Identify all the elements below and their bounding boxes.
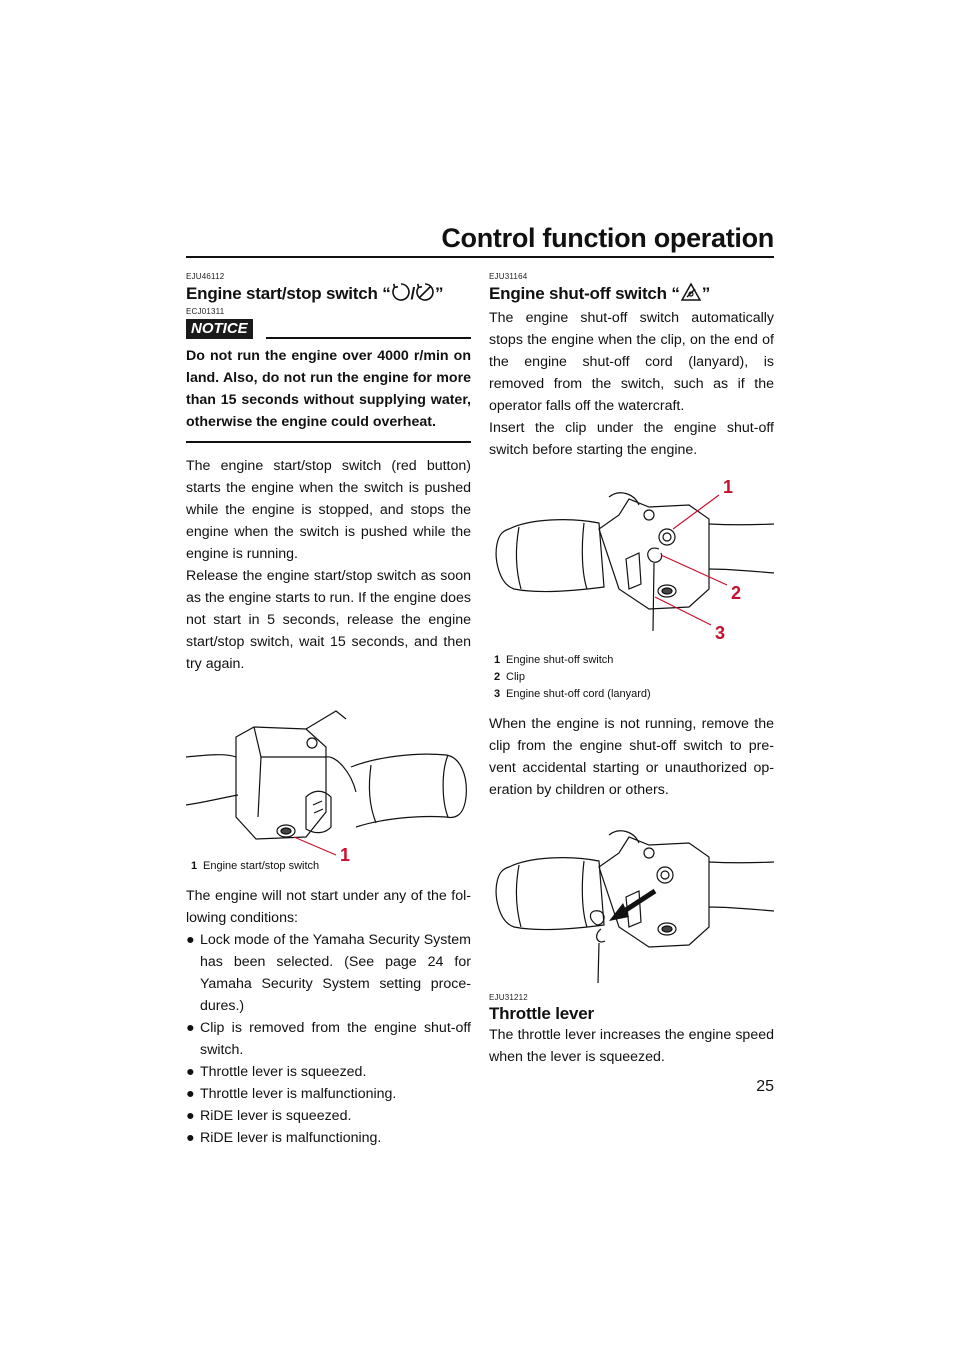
figure1-caption: 1 Engine start/stop switch xyxy=(191,860,320,872)
section-code: EJU31212 xyxy=(489,993,528,1002)
list-item: ● RiDE lever is malfunctioning. xyxy=(186,1130,382,1146)
figure1-callout-1: 1 xyxy=(340,845,351,861)
notice-text: Do not run the engine over 4000 r/min on land. Also, do not run the engine for more than 15 seconds without supplying water, otherwise the engine could overheat. xyxy=(186,345,471,443)
page-header xyxy=(186,222,774,258)
throttle-paragraph: The throttle lever increases the engine speed when the lever is squeezed. xyxy=(489,1027,774,1065)
figure-shut-off-switch xyxy=(489,479,774,653)
engine-start-icon xyxy=(391,282,411,307)
handlebar-clip-removal-illustration xyxy=(489,817,774,987)
start-stop-paragraph-1: The engine start/stop switch (red button) starts the engine when the switch is pushed while the engine is stopped, and stops the engine when the switch is pushed while the engine is running. xyxy=(186,458,471,562)
engine-stop-icon xyxy=(415,282,435,307)
conditions-list xyxy=(186,929,471,1149)
section-heading-shut-off xyxy=(489,282,774,307)
list-item: ● Throttle lever is squeezed. xyxy=(186,1064,367,1080)
section-code: EJU31164 xyxy=(489,272,528,281)
section-title-separator: / xyxy=(410,284,416,303)
section-title-prefix: Engine start/stop switch “ xyxy=(186,284,391,303)
shut-off-warning-icon xyxy=(680,282,702,307)
figure2-callout-1: 1 xyxy=(723,479,734,497)
shut-off-paragraph-3: When the engine is not running, remove the clip from the engine shut-off switch to pre-vent accidental starting or unauthorized op-eration by children or others. xyxy=(489,716,774,798)
list-item: ● Clip is removed from the engine shut-off switch. xyxy=(186,1020,471,1058)
left-column xyxy=(186,272,471,1149)
section-heading-start-stop xyxy=(186,282,471,307)
start-stop-paragraph-2: Release the engine start/stop switch as soon as the engine starts to run. If the engine does not start in 5 seconds, release the engine start/stop switch, wait 15 seconds, and then try again. xyxy=(186,568,471,672)
figure2-callout-2: 2 xyxy=(731,583,742,603)
figure2-caption: 3 Engine shut-off cord (lanyard) xyxy=(494,688,651,700)
figure2-caption: 1 Engine shut-off switch xyxy=(494,654,614,666)
conditions-intro: The engine will not start under any of the fol-lowing conditions: xyxy=(186,888,471,926)
figure-start-stop-switch xyxy=(186,697,471,861)
list-item: ● Throttle lever is malfunctioning. xyxy=(186,1086,397,1102)
notice-header xyxy=(186,317,471,339)
list-item: ● RiDE lever is squeezed. xyxy=(186,1108,352,1124)
section-code: EJU46112 xyxy=(186,272,225,281)
figure2-callout-3: 3 xyxy=(715,623,726,643)
notice-code: ECJ01311 xyxy=(186,307,225,316)
section-title-suffix: ” xyxy=(435,284,444,303)
notice-badge: NOTICE xyxy=(186,319,253,339)
page-number: 25 xyxy=(756,1078,774,1095)
shut-off-paragraph-2: Insert the clip under the engine shut-off switch before starting the engine. xyxy=(489,420,774,458)
figure-clip-removal xyxy=(489,817,774,987)
section-title-prefix: Engine shut-off switch “ xyxy=(489,284,680,303)
figure2-caption-list xyxy=(489,652,774,703)
list-item: ● Lock mode of the Yamaha Security System has been selected. (See page 24 for Yamaha Security System setting proce-dures.) xyxy=(186,932,471,1014)
page-title: Control function operation xyxy=(441,223,774,253)
handlebar-start-stop-illustration xyxy=(186,697,471,861)
handlebar-shut-off-illustration xyxy=(489,479,774,653)
shut-off-paragraph-1: The engine shut-off switch automatically stops the engine when the clip, on the end of the engine shut-off cord (lanyard), is removed from the switch, such as if the operator falls off the watercraft. xyxy=(489,310,774,414)
right-column xyxy=(489,272,774,1068)
notice-rule xyxy=(266,337,471,339)
figure2-caption: 2 Clip xyxy=(494,671,525,683)
section-title-suffix: ” xyxy=(701,284,711,303)
section-heading-throttle: Throttle lever xyxy=(489,1004,594,1023)
